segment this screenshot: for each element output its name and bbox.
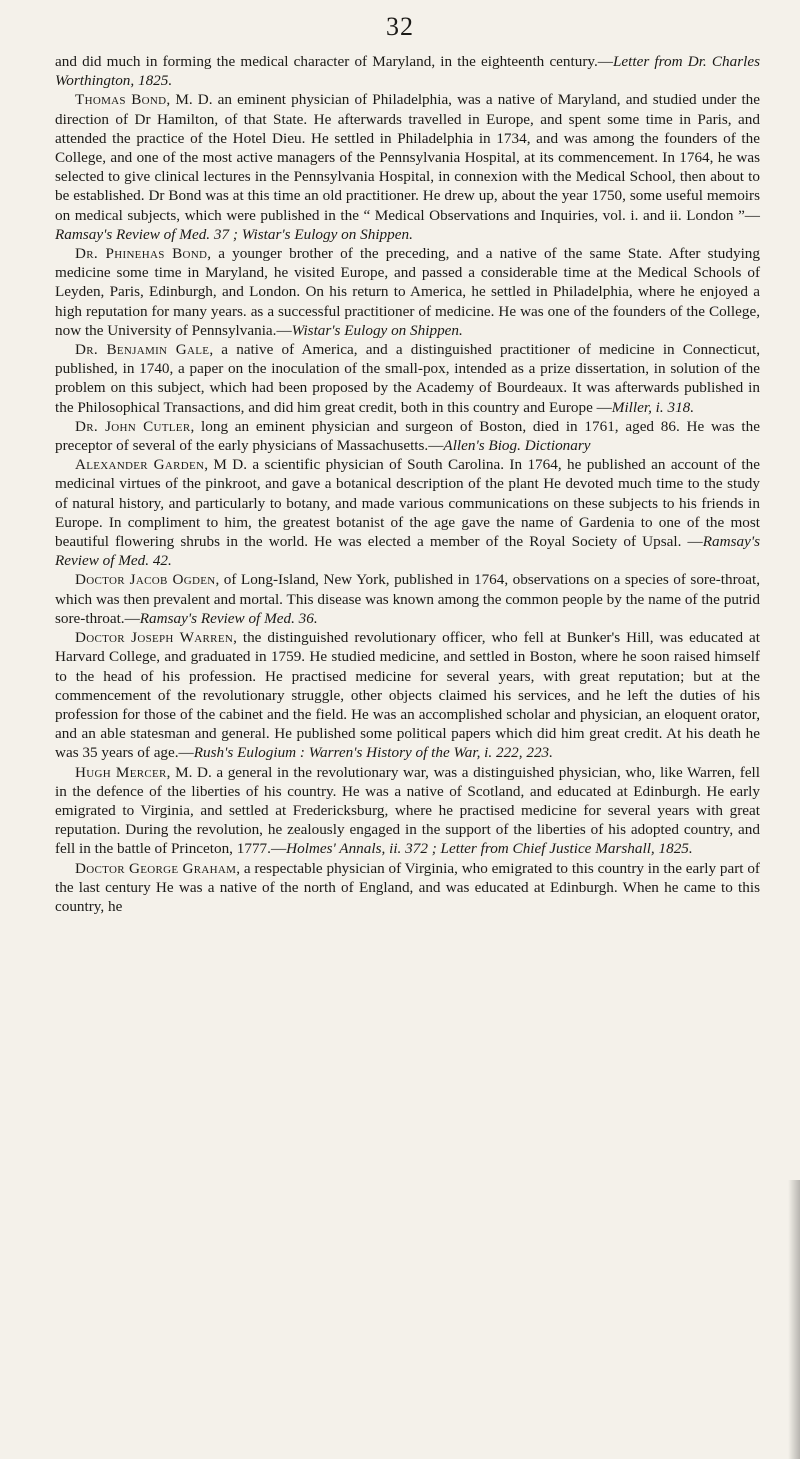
entry-alexander-garden — [55, 455, 760, 570]
entry-text: , long an eminent physician and surgeon of Boston, died in 1761, aged 86. He was the preceptor of several of the early physicians of Massachusetts.— — [55, 417, 760, 455]
entry-text: , a respectable physician of Virginia, who emigrated to this country in the early part of the last century He was a native of the north of England, and was educated at Edinburgh. When he came to this country, he — [55, 859, 760, 915]
entry-citation: Ramsay's Review of Med. 37 ; Wistar's Eulogy on Shippen. — [55, 225, 413, 243]
entry-benjamin-gale — [55, 340, 760, 417]
entry-text: , a younger brother of the preceding, and a native of the same State. After studying medicine some time in Maryland, he visited Europe, and passed a considerable time at the Medical Schools of Leyden, Paris, Edinburgh, and London. On his return to America, he settled in Philadelphia, where he enjoyed a high reputation for many years. as a successful practitioner of medicine. He was one of the founders of the College, now the University of Pennsylvania.— — [55, 245, 760, 339]
entry-citation: Wistar's Eulogy on Shippen. — [291, 321, 463, 339]
entry-name: Dr. Benjamin Gale — [75, 341, 210, 359]
entry-citation: Letter from Dr. Charles Worthington, 1825. — [55, 53, 760, 90]
entry-thomas-bond — [55, 90, 760, 244]
entry-text: and did much in forming the medical character of Maryland, in the eighteenth century.— — [55, 53, 613, 70]
entry-name: Thomas Bond — [75, 91, 167, 109]
entry-name: Dr. John Cutler — [75, 417, 191, 435]
entry-text: , the distinguished revolutionary officer, who fell at Bunker's Hill, was educated at Harvard College, and graduated in 1759. He studied medicine, and settled in Boston, where he soon raised himself to the head of his profession. He practised medicine for several years, with great reputation; but at the commencement of the revolutionary struggle, other objects claimed his services, and he left the duties of his profession for those of the cabinet and the field. He was an accomplished scholar and physician, an eloquent orator, and an able statesman and general. He published some political papers which did him great credit. At his death he was 35 years of age.— — [55, 629, 760, 762]
entry-text: , a native of America, and a distinguished practitioner of medicine in Connecticut, published, in 1740, a paper on the inoculation of the small-pox, intended as a prize dissertation, in solution of the problem on this subject, which had been proposed by the Academy of Bourdeaux. It was afterwards published in the Philosophical Transactions, and did him great credit, both in this country and Europe — — [55, 341, 760, 416]
entry-name: Dr. Phinehas Bond — [75, 245, 208, 263]
entry-george-graham — [55, 859, 760, 917]
page-edge-shadow — [788, 1180, 800, 1459]
entry-jacob-ogden — [55, 570, 760, 628]
entry-name: Doctor Joseph Warren — [75, 629, 234, 647]
entry-john-cutler — [55, 417, 760, 455]
entry-name: Doctor Jacob Ogden — [75, 571, 216, 589]
entry-citation: Rush's Eulogium : Warren's History of the War, i. 222, 223. — [193, 744, 553, 762]
entry-text: , M D. a scientific physician of South Carolina. In 1764, he published an account of the medicinal virtues of the pinkroot, and gave a botanical description of the plant He devoted much time to the study of natural history, and particularly to botany, and made various communications on these subjects to his friends in Europe. In compliment to him, the greatest botanist of the age gave the name of Gardenia to one of the most beautiful flowering shrubs in the world. He was elected a member of the Royal Society of Upsal. — — [55, 456, 760, 551]
page-number: 32 — [386, 12, 414, 41]
entry-joseph-warren — [55, 628, 760, 762]
entry-citation: Holmes' Annals, ii. 372 ; Letter from Chief Justice Marshall, 1825. — [286, 840, 693, 858]
entry-text: , of Long-Island, New York, published in 1764, observations on a species of sore-throat, which was then prevalent and mortal. This disease was known among the common people by the name of the putrid sore-throat.— — [55, 571, 760, 627]
entry-text: , M. D. an eminent physician of Philadelphia, was a native of Maryland, and studied under the direction of Dr Hamilton, of that State. He afterwards travelled in Europe, and spent some time in Paris, and attended the practice of the Hotel Dieu. He settled in Philadelphia in 1734, and was among the founders of the College, and one of the most active managers of the Pennsylvania Hospital, at its commencement. In 1764, he was selected to give clinical lectures in the Pennsylvania Hospital, in connexion with the Medical School, then about to be established. Dr Bond was at this time an old practitioner. He drew up, about the year 1750, some useful memoirs on medical subjects, which were published in the “ Medical Observations and Inquiries, vol. i. and ii. London ”— — [55, 91, 760, 224]
entry-hugh-mercer — [55, 763, 760, 859]
entry-phinehas-bond — [55, 244, 760, 340]
entry-citation: Miller, i. 318. — [611, 398, 695, 416]
entry-name: Alexander Garden — [75, 456, 205, 474]
entry-citation: Ramsay's Review of Med. 36. — [139, 609, 318, 627]
entry-citation: Ramsay's Review of Med. 42. — [55, 533, 760, 570]
entry-citation: Allen's Biog. Dictionary — [443, 437, 591, 455]
paragraph-continuation — [55, 52, 760, 90]
entry-text: , M. D. a general in the revolutionary war, was a distinguished physician, who, like Warren, fell in the defence of the liberties of his country. He was a native of Scotland, and educated at Edinburgh. He early emigrated to Virginia, and settled at Fredericksburg, where he practised medicine for several years with great reputation. During the revolution, he zealously engaged in the support of the liberties of his adopted country, and fell in the battle of Princeton, 1777.— — [55, 763, 760, 858]
entry-name: Hugh Mercer — [75, 763, 167, 781]
entry-name: Doctor George Graham — [75, 859, 237, 877]
page-body — [55, 52, 760, 916]
